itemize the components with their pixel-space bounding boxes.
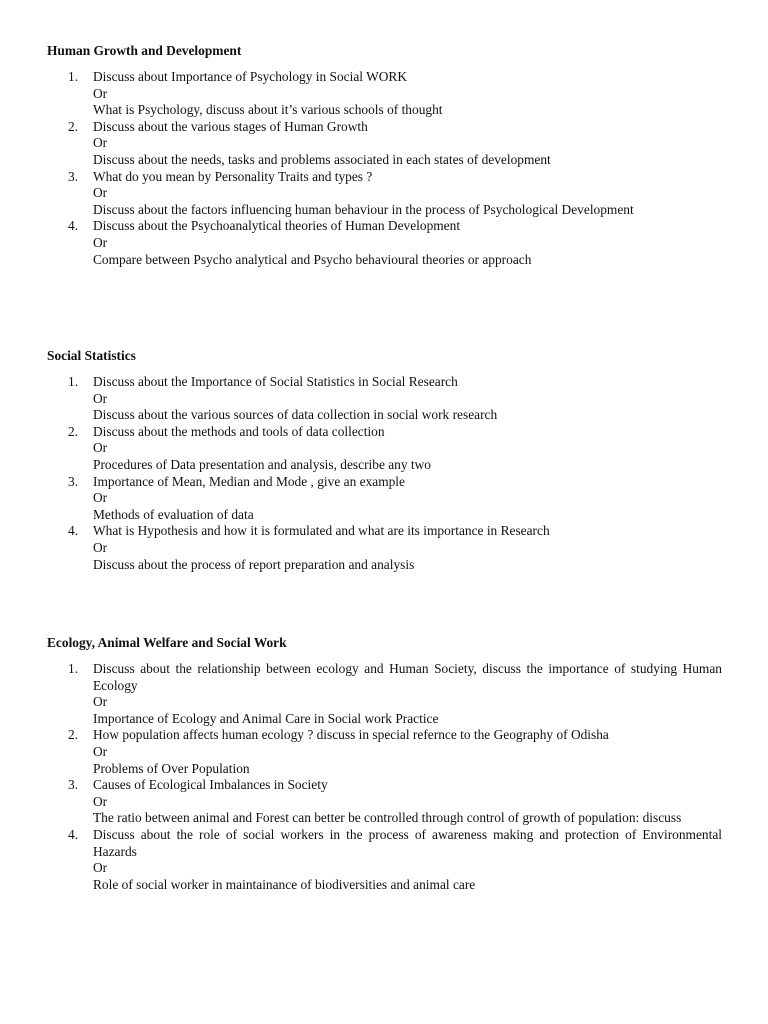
- question-alternative: Discuss about the factors influencing human behaviour in the process of Psychological Development: [93, 201, 634, 217]
- or-label: Or: [93, 135, 108, 151]
- question-alternative: Compare between Psycho analytical and Psycho behavioural theories or approach: [93, 251, 532, 267]
- question-alternative: Discuss about the process of report preparation and analysis: [93, 556, 415, 572]
- question-alternative: Discuss about the needs, tasks and problems associated in each states of development: [93, 151, 551, 167]
- section-heading: Social Statistics: [47, 348, 136, 363]
- question-primary: How population affects human ecology ? discuss in special refernce to the Geography of Odisha: [93, 727, 609, 743]
- question-primary: Discuss about the Importance of Social Statistics in Social Research: [93, 374, 458, 389]
- question-number: 2.: [68, 727, 79, 743]
- or-label: Or: [93, 743, 108, 759]
- question-item: [0, 827, 768, 893]
- question-item: [0, 119, 768, 169]
- question-list: [0, 69, 768, 268]
- question-number: 3.: [68, 168, 79, 184]
- question-number: 1.: [68, 661, 79, 676]
- question-item: [0, 777, 768, 827]
- question-number: 1.: [68, 374, 79, 389]
- section-heading: Ecology, Animal Welfare and Social Work: [47, 635, 287, 650]
- question-alternative: What is Psychology, discuss about it’s various schools of thought: [93, 102, 443, 118]
- question-number: 3.: [68, 473, 79, 489]
- or-label: Or: [93, 694, 108, 710]
- question-primary: Discuss about Importance of Psychology in Social WORK: [93, 69, 408, 84]
- question-number: 2.: [68, 118, 79, 134]
- question-alternative: Discuss about the various sources of data collection in social work research: [93, 407, 498, 423]
- question-number: 4.: [68, 826, 79, 842]
- question-number: 3.: [68, 777, 79, 793]
- or-label: Or: [93, 539, 108, 555]
- question-primary: Importance of Mean, Median and Mode , give an example: [93, 473, 405, 489]
- question-item: [0, 169, 768, 219]
- question-alternative: Methods of evaluation of data: [93, 506, 254, 522]
- question-number: 4.: [68, 218, 79, 234]
- question-number: 4.: [68, 523, 79, 539]
- question-primary: Discuss about the Psychoanalytical theories of Human Development: [93, 218, 461, 234]
- question-primary: Discuss about the methods and tools of data collection: [93, 423, 385, 439]
- or-label: Or: [93, 185, 108, 201]
- question-item: [0, 218, 768, 268]
- question-item: [0, 523, 768, 573]
- or-label: Or: [93, 390, 108, 406]
- question-primary: Discuss about the relationship between ecology and Human Society, discuss the importance of studying Human Ecology: [93, 661, 722, 693]
- question-item: [0, 69, 768, 119]
- question-primary: Discuss about the role of social workers in the process of awareness making and protection of Environmental Hazards: [93, 826, 722, 859]
- question-item: [0, 661, 768, 727]
- question-item: [0, 424, 768, 474]
- question-alternative: Importance of Ecology and Animal Care in Social work Practice: [93, 710, 439, 726]
- question-alternative: Procedures of Data presentation and analysis, describe any two: [93, 456, 432, 472]
- or-label: Or: [93, 85, 108, 101]
- or-label: Or: [93, 490, 108, 506]
- or-label: Or: [93, 440, 108, 456]
- question-item: [0, 474, 768, 524]
- question-item: [0, 374, 768, 424]
- question-number: 2.: [68, 423, 79, 439]
- question-primary: What is Hypothesis and how it is formulated and what are its importance in Research: [93, 523, 550, 539]
- or-label: Or: [93, 860, 108, 876]
- question-primary: Causes of Ecological Imbalances in Society: [93, 777, 328, 793]
- question-list: [0, 661, 768, 893]
- question-alternative: Role of social worker in maintainance of biodiversities and animal care: [93, 876, 476, 892]
- question-alternative: The ratio between animal and Forest can better be controlled through control of growth of population: discuss: [93, 810, 682, 826]
- or-label: Or: [93, 234, 108, 250]
- question-primary: What do you mean by Personality Traits and types ?: [93, 168, 373, 184]
- question-item: [0, 727, 768, 777]
- or-label: Or: [93, 793, 108, 809]
- section-heading: Human Growth and Development: [47, 43, 242, 58]
- question-list: [0, 374, 768, 573]
- question-alternative: Problems of Over Population: [93, 760, 250, 776]
- question-primary: Discuss about the various stages of Human Growth: [93, 118, 368, 134]
- question-number: 1.: [68, 69, 79, 84]
